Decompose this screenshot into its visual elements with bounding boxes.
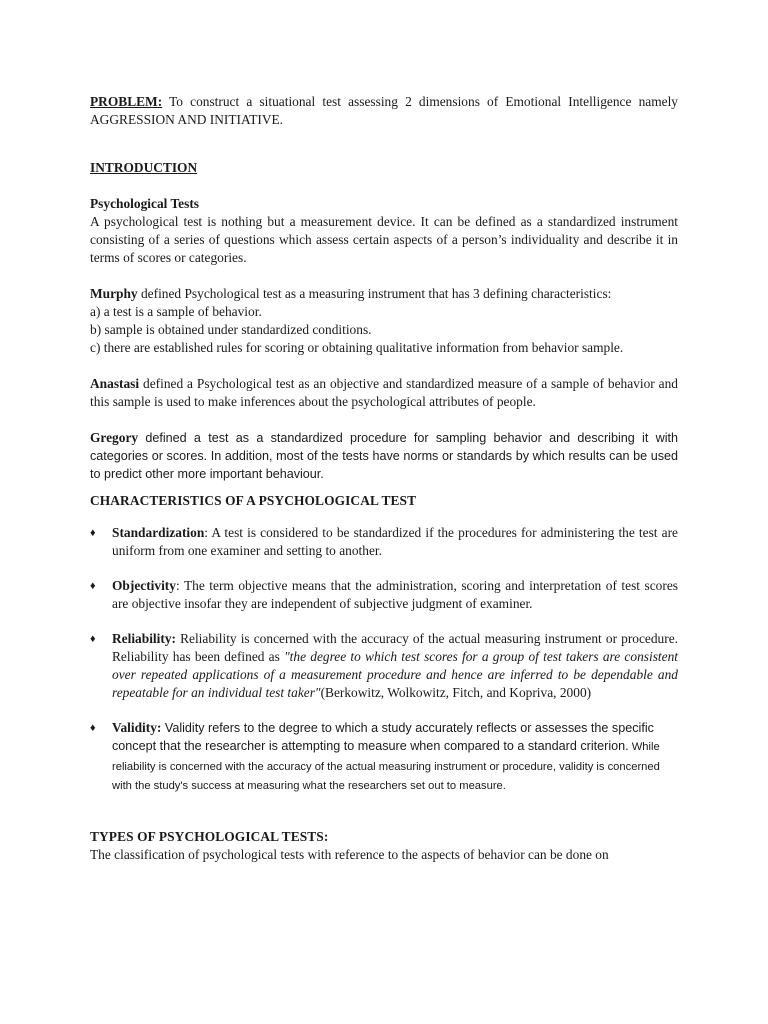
characteristics-list bbox=[90, 524, 678, 796]
list-item-standardization bbox=[90, 524, 678, 560]
objectivity-term: Objectivity bbox=[112, 578, 176, 593]
gregory-text: defined a test as a standardized procedure for sampling behavior and describing it with categories or scores. In addition, most of the tests have norms or standards by which results can be used to predict other more important behaviour. bbox=[90, 431, 678, 481]
anastasi-paragraph bbox=[90, 375, 678, 411]
list-item-reliability bbox=[90, 630, 678, 702]
types-heading: TYPES OF PSYCHOLOGICAL TESTS: bbox=[90, 828, 329, 844]
anastasi-name: Anastasi bbox=[90, 376, 140, 391]
gregory-name: Gregory bbox=[90, 430, 139, 445]
problem-text: To construct a situational test assessing 2 dimensions of Emotional Intelligence namely AGGRESSION AND INITIATIVE. bbox=[90, 94, 678, 127]
validity-term: Validity: bbox=[112, 720, 162, 735]
problem-label: PROBLEM: bbox=[90, 94, 163, 109]
objectivity-text: : The term objective means that the administration, scoring and interpretation of test scores are objective insofar they are independent of subjective judgment of examiner. bbox=[112, 578, 678, 611]
murphy-item-c: c) there are established rules for scoring or obtaining qualitative information from behavior sample. bbox=[90, 340, 624, 355]
psychological-tests-subheading: Psychological Tests bbox=[90, 196, 199, 211]
list-item-objectivity bbox=[90, 577, 678, 613]
reliability-text: Reliability is concerned with the accuracy of the actual measuring instrument or procedure. Reliability has been defined as bbox=[112, 631, 678, 664]
gregory-paragraph bbox=[90, 429, 678, 483]
introduction-paragraph: A psychological test is nothing but a measurement device. It can be defined as a standardized instrument consisting of a series of questions which assess certain aspects of a person’s individuality and describe it in terms of scores or categories. bbox=[90, 214, 678, 265]
standardization-term: Standardization bbox=[112, 525, 205, 540]
anastasi-text: defined a Psychological test as an objective and standardized measure of a sample of behavior and this sample is used to make inferences about the psychological attributes of people. bbox=[90, 376, 678, 409]
bullet-diamond-icon: ♦ bbox=[90, 527, 96, 539]
murphy-paragraph bbox=[90, 285, 678, 303]
murphy-item-a: a) a test is a sample of behavior. bbox=[90, 304, 262, 319]
types-paragraph: The classification of psychological tests with reference to the aspects of behavior can be done on bbox=[90, 846, 609, 862]
bullet-diamond-icon: ♦ bbox=[90, 633, 96, 645]
reliability-quote: "the degree to which test scores for a group of test takers are consistent over repeated applications of a measurement procedure and hence are inferred to be dependable and repeatable for an individual test taker" bbox=[112, 649, 678, 700]
bullet-diamond-icon: ♦ bbox=[90, 722, 96, 734]
standardization-text: : A test is considered to be standardized if the procedures for administering the test are uniform from one examiner and setting to another. bbox=[112, 525, 678, 558]
document-page bbox=[90, 93, 678, 864]
problem-paragraph bbox=[90, 93, 678, 129]
reliability-term: Reliability: bbox=[112, 631, 176, 646]
validity-text: Validity refers to the degree to which a study accurately reflects or assesses the specific concept that the researcher is attempting to measure when compared to a standard criterion. bbox=[112, 721, 654, 753]
introduction-heading: INTRODUCTION bbox=[90, 160, 198, 175]
murphy-text: defined Psychological test as a measuring instrument that has 3 defining characteristics: bbox=[137, 286, 612, 301]
list-item-validity bbox=[90, 719, 678, 796]
characteristics-heading: CHARACTERISTICS OF A PSYCHOLOGICAL TEST bbox=[90, 493, 417, 508]
murphy-name: Murphy bbox=[90, 286, 138, 301]
reliability-citation: (Berkowitz, Wolkowitz, Fitch, and Kopriva, 2000) bbox=[320, 685, 592, 700]
validity-text-small: While reliability is concerned with the accuracy of the actual measuring instrument or procedure, validity is concerned with the study's success at measuring what the researchers set out to measure. bbox=[112, 741, 660, 792]
murphy-item-b: b) sample is obtained under standardized conditions. bbox=[90, 322, 372, 337]
bullet-diamond-icon: ♦ bbox=[90, 580, 96, 592]
